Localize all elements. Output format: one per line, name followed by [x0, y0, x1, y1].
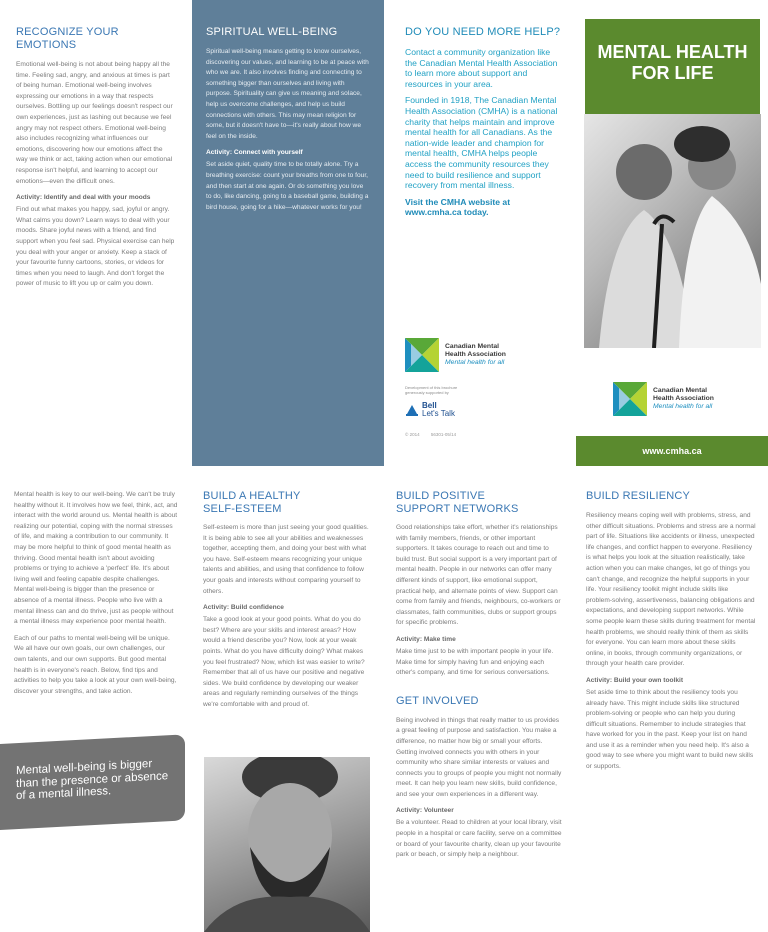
heading-get-involved: GET INVOLVED: [396, 694, 479, 707]
bell-line1: Bell: [422, 401, 437, 410]
bell-line2: Let's Talk: [422, 409, 455, 418]
heading-self-esteem: [203, 490, 372, 516]
heading-self-esteem-line2: SELF-ESTEEM: [203, 503, 282, 515]
cmha-logo-small: [405, 338, 506, 372]
panel-recognize-emotions: [0, 0, 192, 466]
copyright: © 2014: [405, 432, 420, 437]
help-paragraph-2: Founded in 1918, The Canadian Mental Health Association (CMHA) is a national charity that helps maintain and improve mental health for all Canadians. As the nation-wide leader and champion for mental health, CMHA helps people access the community resources they need to build resilience and support recovery from mental illness.: [405, 95, 558, 191]
cmha-logo-line1: Canadian Mental: [445, 343, 500, 350]
cover-photo: [584, 114, 761, 348]
heading-need-help: DO YOU NEED MORE HELP?: [405, 26, 561, 38]
cover-logo-line2: Health Association: [653, 395, 714, 402]
cmha-logo-cover: [613, 382, 714, 416]
panel-intro: [0, 466, 192, 932]
heading-networks-line2: SUPPORT NETWORKS: [396, 503, 519, 515]
cmha-mark-icon: [405, 338, 439, 372]
panel-need-help: [384, 0, 576, 466]
heading-spiritual-wellbeing: SPIRITUAL WELL-BEING: [206, 26, 338, 38]
cmha-logo-tagline: Mental health for all: [445, 359, 505, 366]
heading-recognize-emotions: RECOGNIZE YOUR EMOTIONS: [16, 26, 119, 51]
self-esteem-activity-title: Activity: Build confidence: [203, 604, 284, 612]
bell-icon: [405, 403, 419, 417]
print-code: 56301-05/14: [430, 432, 457, 437]
cmha-logo-line2: Health Association: [445, 351, 506, 358]
networks-activity-title: Activity: Make time: [396, 635, 456, 643]
involved-activity-title: Activity: Volunteer: [396, 807, 454, 815]
portrait-photo: [204, 757, 370, 932]
cover-url[interactable]: www.cmha.ca: [642, 446, 702, 456]
help-cta[interactable]: Visit the CMHA website at www.cmha.ca today.: [405, 196, 511, 218]
bell-logo: [405, 402, 455, 418]
cover-logo-line1: Canadian Mental: [653, 387, 708, 394]
involved-activity-body: Be a volunteer. Read to children at your local library, visit people in a hospital or care facility, serve on a committee or board of your favourite charity, clean up your favourite park or beach, or simply help a neighbour.: [396, 819, 562, 859]
cover-title-banner: [585, 19, 760, 114]
networks-activity-body: Make time just to be with important people in your life. Make time for simply having fun and enjoying each other's company, and time for serious conversations.: [396, 647, 554, 677]
spiritual-activity-title: Activity: Connect with yourself: [206, 149, 303, 157]
spiritual-body: Spiritual well-being means getting to know ourselves, discovering our values, and learning to be at peace with who we are. It also involves finding and connecting to something bigger than ourselves and living with purpose. Spirituality can give us meaning and solace, help us overcome challenges, and help us build connections with others. This may mean religion for some, but it doesn't have to—it's really about how we feel on the inside.: [206, 48, 369, 140]
panel-spiritual-wellbeing: [192, 0, 384, 466]
heading-support-networks: [396, 490, 564, 516]
heading-resiliency: BUILD RESILIENCY: [586, 490, 691, 502]
resiliency-activity-body: Set aside time to think about the resiliency tools you already have. This might include skills like structured problem-solving or people who can help you during difficult situations. Remember to include strategies that have worked for you in the past. Keep your list on hand and use it as a reminder when you need help. It's also a good way to see where you might want to build new skills or supports.: [586, 688, 754, 771]
self-esteem-body: Self-esteem is more than just seeing your good qualities. It is being able to see all your abilities and weaknesses together, accepting them, and doing your best with what you have. Self-esteem means recognizing your unique talents and abilities, and using that confidence to follow your goals and interests without comparing yourself to others.: [203, 524, 369, 595]
cover-title-line1: MENTAL HEALTH: [597, 42, 748, 62]
intro-paragraph-2: Each of our paths to mental well-being will be unique. We all have our own goals, our own challenges, our own talents, and our own supports. But good mental health is in everyone's reach. Below, find tips and activities to help you take a look at your own well-being, discover your strengths, and take action.: [14, 634, 177, 695]
callout-box: [0, 734, 185, 830]
networks-body: Good relationships take effort, whether it's relationships with family members, friends, or other important supporters. It takes courage to reach out and time to build trust. But social support is a very important part of mental health. People in our networks can offer many different kinds of support, like emotional support, practical help, and alternate points of view. Support can come from family and friends, neighbours, co-workers or classmates, faith communities, clubs or support groups for specific problems.: [396, 524, 561, 627]
recognize-activity-body: Find out what makes you happy, sad, joyful or angry. What calms you down? Learn ways to deal with your moods. Share joyful news with a friend, and find support when you feel sad. Physical exercise can help you deal with your anger or anxiety. Keep a stack of your favourite funny cartoons, stories, or videos for times when you need to laugh. And don't forget the power of music to lift you up or calm you down.: [16, 206, 175, 288]
help-paragraph-1: Contact a community organization like the Canadian Mental Health Association to learn more about support and resources in your area.: [405, 47, 558, 89]
heading-networks-line1: BUILD POSITIVE: [396, 490, 485, 502]
resiliency-activity-title: Activity: Build your own toolkit: [586, 676, 684, 684]
intro-paragraph-1: Mental health is key to our well-being. We can't be truly healthy without it. It involves how we feel, think, act, and interact with the world around us. Mental health is about realizing our potential, coping with the normal stresses of life, and making a contribution to our community. It may be more helpful to think of good mental health as thriving. Good mental health isn't about avoiding problems or trying to achieve a 'perfect' life. It's about living well and feeling capable despite challenges. Mental well-being is bigger than the presence or absence of a mental illness. People who live with a mental illness can and do thrive, just as people without a mental illness may experience poor mental health.: [14, 491, 178, 626]
self-esteem-activity-body: Take a good look at your good points. What do you do best? Where are your skills and interest areas? How would a friend describe you? Now, look at your weak points. What do you have difficulty doing? What makes you feel frustrated? Now, which list was easier to write? Remember that all of us have our positive and negative sides. We build confidence by developing our weaker areas and regularly reminding ourselves of the things we're comfortable with and proud of.: [203, 616, 365, 708]
callout-text: Mental well-being is bigger than the presence or absence of a mental illness.: [16, 758, 169, 803]
cover-title-line2: FOR LIFE: [631, 63, 714, 83]
recognize-activity-title: Activity: Identify and deal with your moods: [16, 194, 151, 202]
spiritual-activity-body: Set aside quiet, quality time to be totally alone. Try a breathing exercise: count your breaths from one to four, and then start at one again. Or do something you love to do, like dancing, going to a baseball game, building a bird house, going for a hike—whatever works for you!: [206, 161, 369, 211]
panel-support-networks: [384, 466, 576, 932]
cover-url-bar[interactable]: [576, 436, 768, 466]
cmha-mark-icon-cover: [613, 382, 647, 416]
recognize-body: Emotional well-being is not about being happy all the time. Feeling sad, angry, and anxious at times is part of being human. Emotional well-being involves expressing our emotions in a way that respects ourselves. Bottling up our feelings doesn't respect our own experiences, just as lashing out because we feel angry may not respect others. Emotional well-being also includes recognizing what influences our emotions, discovering how our emotions affect the way we think or act, taking action when our emotional response isn't helpful, and learning to accept our emotions—even the difficult ones.: [16, 61, 173, 185]
dev-note: Development of this brochure generously supported by: [405, 385, 458, 395]
resiliency-body: Resiliency means coping well with problems, stress, and other difficult situations. Problems and stress are a normal part of life. Situations like accidents or illness, unexpected life changes, and conflict happen to everyone. Resiliency is what helps you look at the situation realistically, take action when you can make changes, let go of things you can't change, and recognize the helpful supports in your life. Your resiliency toolkit might include skills like problem-solving, assertiveness, balancing obligations and expectations, and developing support networks. While some people learn these skills during treatment for mental health problems, we should really think of them as skills for everyone. You can learn more about these skills online, in books, through community organizations, or through your health care provider.: [586, 512, 756, 668]
cover-logo-tagline: Mental health for all: [653, 403, 713, 410]
panel-resiliency: [576, 466, 768, 932]
involved-body: Being involved in things that really matter to us provides a great feeling of purpose and satisfaction. You make a difference, no matter how big or small your efforts. Getting involved connects you with others in your community who share similar interests or values and connects you to groups of people you might not normally meet. It can help you learn new skills, build confidence, and see your own experiences in a different way.: [396, 716, 562, 798]
panel-cover: [576, 0, 768, 466]
heading-self-esteem-line1: BUILD A HEALTHY: [203, 490, 301, 502]
